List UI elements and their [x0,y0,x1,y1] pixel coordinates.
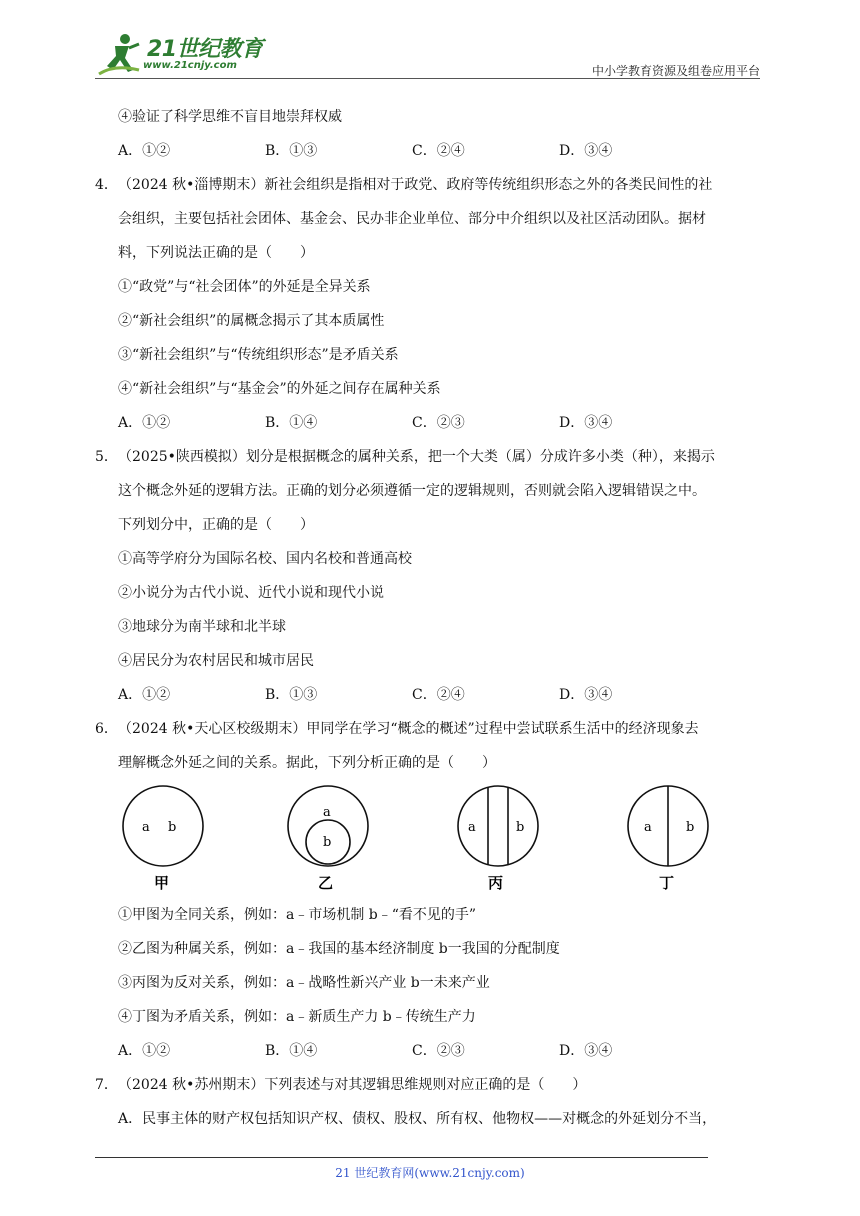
choice-d[interactable]: D．③④ [559,415,613,431]
q6-item-1: ①甲图为全同关系，例如：a﹣市场机制 b﹣“看不见的手” [118,907,477,923]
choice-b[interactable]: B．①③ [265,143,318,159]
runner-logo-icon [95,30,145,76]
q4-item-1: ①“政党”与“社会团体”的外延是全异关系 [118,279,371,295]
q5-item-1: ①高等学府分为国际名校、国内名校和普通高校 [118,551,412,567]
choice-c[interactable]: C．②③ [412,415,465,431]
label-b: b [323,835,332,850]
choice-d[interactable]: D．③④ [559,687,613,703]
choice-c[interactable]: C．②④ [412,143,465,159]
venn-diagrams [118,784,738,896]
q4-stem-text-1: （2024 秋•淄博期末）新社会组织是指相对于政党、政府等传统组织形态之外的各类民间性的社 [118,177,713,193]
q4-stem-line-1 [95,168,767,202]
platform-title: 中小学教育资源及组卷应用平台 [591,64,760,78]
q4-stem-line-3: 料，下列说法正确的是（ ） [118,245,314,261]
q3-item-4: ④验证了科学思维不盲目地崇拜权威 [118,109,342,125]
choice-b[interactable]: B．①④ [265,1043,318,1059]
diagram-yi [288,786,368,892]
q6-stem-line-2: 理解概念外延之间的关系。据此，下列分析正确的是（ ） [118,755,496,771]
label-b: b [516,820,525,835]
label-a: a [323,805,331,820]
choice-d[interactable]: D．③④ [559,143,613,159]
q4-item-2: ②“新社会组织”的属概念揭示了其本质属性 [118,313,385,329]
logo-url: www.21cnjy.com [143,60,237,71]
label-a: a [142,820,150,835]
choice-d[interactable]: D．③④ [559,1043,613,1059]
q5-item-3: ③地球分为南半球和北半球 [118,619,286,635]
diagram-ding [628,786,708,892]
page-footer[interactable]: 21 世纪教育网(www.21cnjy.com) [335,1166,525,1180]
header-divider [95,78,760,79]
question-number: 5． [95,449,118,465]
label-b: b [168,820,177,835]
q5-stem-text-1: （2025•陕西模拟）划分是根据概念的属种关系，把一个大类（属）分成许多小类（种），来揭示 [118,449,715,465]
label-b: b [686,820,695,835]
diagram-bing [458,786,538,892]
q5-stem-line-2: 这个概念外延的逻辑方法。正确的划分必须遵循一定的逻辑规则，否则就会陷入逻辑错误之中。 [118,483,706,499]
question-number: 7． [95,1077,118,1093]
question-number: 6． [95,721,118,737]
diagram-caption: 甲 [154,874,170,892]
q6-stem-text-1: （2024 秋•天心区校级期末）甲同学在学习“概念的概述”过程中尝试联系生活中的经济现象去 [118,721,699,737]
choice-b[interactable]: B．①④ [265,415,318,431]
diagram-caption: 丁 [659,874,675,892]
exam-content [95,100,767,1136]
q6-item-3: ③丙图为反对关系，例如：a﹣战略性新兴产业 b一未来产业 [118,975,490,991]
q5-item-2: ②小说分为古代小说、近代小说和现代小说 [118,585,384,601]
choice-a[interactable]: A．①② [118,1043,171,1059]
q7-stem-line-1 [95,1068,767,1102]
q4-choices [95,406,767,440]
q6-item-2: ②乙图为种属关系，例如：a﹣我国的基本经济制度 b一我国的分配制度 [118,941,560,957]
q5-stem-line-1 [95,440,767,474]
choice-b[interactable]: B．①③ [265,687,318,703]
choice-a[interactable]: A．①② [118,415,171,431]
choice-c[interactable]: C．②③ [412,1043,465,1059]
q7-option-a[interactable]: A．民事主体的财产权包括知识产权、债权、股权、所有权、他物权——对概念的外延划分不当， [118,1111,717,1127]
choice-c[interactable]: C．②④ [412,687,465,703]
q4-stem-line-2: 会组织，主要包括社会团体、基金会、民办非企业单位、部分中介组织以及社区活动团队。据材 [118,211,706,227]
q3-choices [95,134,767,168]
q6-item-4: ④丁图为矛盾关系，例如：a﹣新质生产力 b﹣传统生产力 [118,1009,476,1025]
q7-stem-text-1: （2024 秋•苏州期末）下列表述与对其逻辑思维规则对应正确的是（ ） [118,1077,587,1093]
label-a: a [644,820,652,835]
diagram-caption: 乙 [318,874,334,892]
q5-choices [95,678,767,712]
diagram-caption: 丙 [488,874,504,892]
logo-text: 21世纪教育 [147,37,263,62]
diagram-jia [123,786,203,892]
q5-item-4: ④居民分为农村居民和城市居民 [118,653,314,669]
question-number: 4． [95,177,118,193]
footer-divider [95,1157,708,1158]
choice-a[interactable]: A．①② [118,143,171,159]
q5-stem-line-3: 下列划分中，正确的是（ ） [118,517,314,533]
choice-a[interactable]: A．①② [118,687,171,703]
q6-stem-line-1 [95,712,767,746]
label-a: a [468,820,476,835]
page-header [95,30,760,78]
q4-item-3: ③“新社会组织”与“传统组织形态”是矛盾关系 [118,347,399,363]
q6-choices [95,1034,767,1068]
venn-diagram-figure [118,784,738,896]
q4-item-4: ④“新社会组织”与“基金会”的外延之间存在属种关系 [118,381,441,397]
site-logo[interactable] [95,30,270,76]
